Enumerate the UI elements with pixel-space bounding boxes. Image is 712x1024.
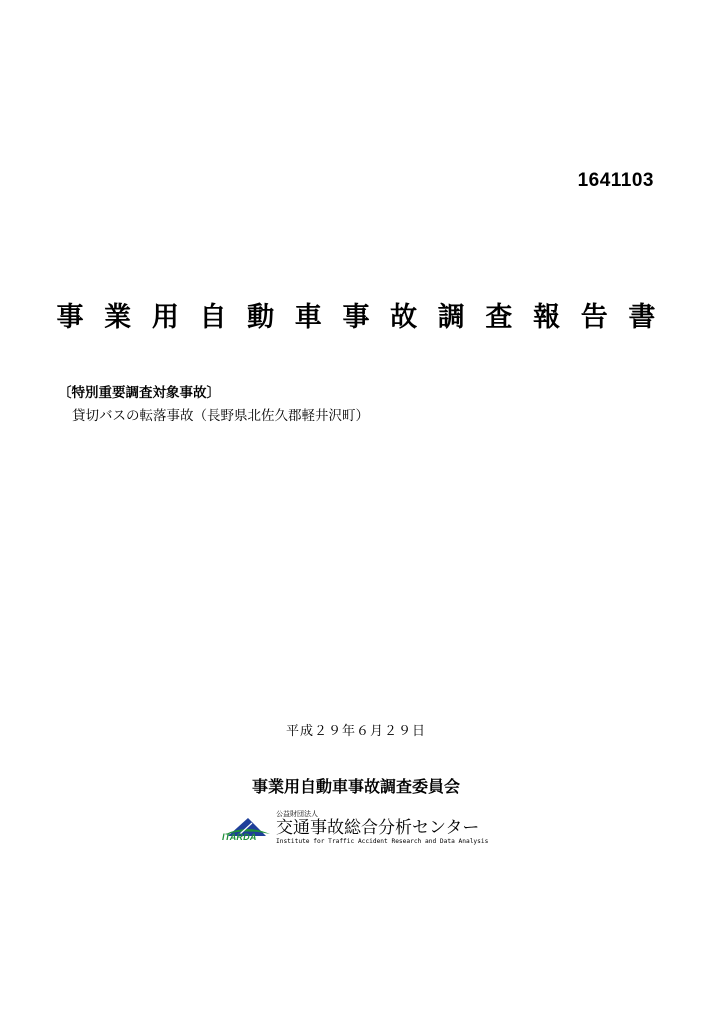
organization-block bbox=[222, 808, 492, 848]
title-char: 動 bbox=[247, 302, 275, 333]
title-char: 車 bbox=[294, 302, 322, 333]
publication-date: 平成２９年６月２９日 bbox=[285, 724, 426, 739]
title-char: 報 bbox=[533, 302, 561, 333]
title-char: 自 bbox=[199, 302, 227, 333]
title-char: 故 bbox=[390, 302, 418, 333]
title-char: 調 bbox=[437, 302, 465, 333]
title-char: 事 bbox=[342, 302, 370, 333]
title-char: 書 bbox=[628, 302, 656, 333]
logo-wordmark: ITARDA bbox=[222, 832, 257, 842]
incident-description: 貸切バスの転落事故（長野県北佐久郡軽井沢町） bbox=[72, 408, 369, 424]
committee-name: 事業用自動車事故調査委員会 bbox=[251, 777, 460, 796]
title-char: 査 bbox=[485, 302, 513, 333]
title-char: 業 bbox=[104, 302, 132, 333]
organization-type: 公益財団法人 bbox=[276, 810, 318, 818]
itarda-logo-icon bbox=[222, 814, 274, 848]
organization-english-name: Institute for Traffic Accident Research and Data Analysis bbox=[276, 838, 489, 845]
investigation-category: 〔特別重要調査対象事故〕 bbox=[58, 385, 220, 401]
organization-name: 交通事故総合分析センター bbox=[276, 818, 480, 838]
title-char: 用 bbox=[151, 302, 179, 333]
title-char: 事 bbox=[56, 302, 84, 333]
title-char: 告 bbox=[580, 302, 608, 333]
report-title bbox=[54, 298, 658, 338]
report-number: 1641103 bbox=[577, 170, 654, 191]
